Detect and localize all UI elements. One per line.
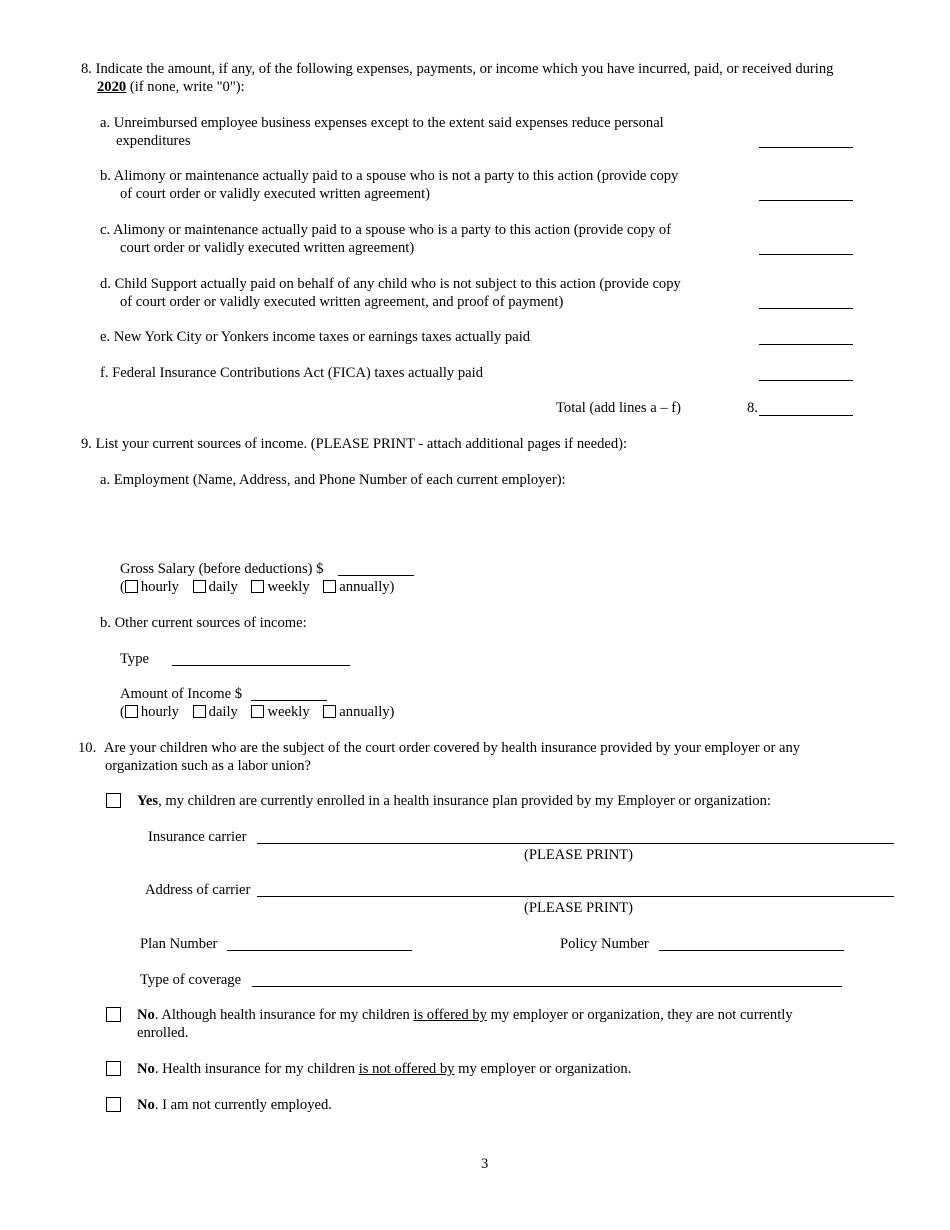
income-type-label: Type (120, 651, 149, 667)
q10-not-employed-checkbox[interactable] (106, 1097, 121, 1112)
q8-total-number: 8. (747, 400, 758, 416)
q9b-letter: b. (100, 615, 111, 631)
policy-number-field[interactable] (659, 950, 844, 951)
q8e-text: New York City or Yonkers income taxes or earnings taxes actually paid (113, 329, 531, 345)
weekly-label: weekly (267, 579, 310, 595)
q8c-line2: court order or validly executed written agreement) (120, 240, 415, 256)
q8c-text: Alimony or maintenance actually paid to a spouse who is a party to this action (provide copy of (112, 222, 672, 238)
income-daily-checkbox[interactable] (193, 705, 206, 718)
plan-number-label: Plan Number (140, 936, 218, 952)
salary-daily-checkbox[interactable] (193, 580, 206, 593)
yes-desc: , my children are currently enrolled in a health insurance plan provided by my Employer or organization: (158, 793, 771, 809)
page-number: 3 (481, 1156, 489, 1172)
q10-line2: organization such as a labor union? (105, 758, 312, 774)
insurance-carrier-label: Insurance carrier (148, 829, 247, 845)
q8-year: 2020 (97, 79, 127, 95)
q9a-letter: a. (100, 472, 111, 488)
no1-text-b: my employer or organization, they are not currently (486, 1007, 793, 1023)
q8-line2 (97, 78, 245, 96)
q8-line1 (81, 60, 833, 78)
q10-no-offered-line2: enrolled. (137, 1025, 189, 1041)
no-bold: No (137, 1007, 155, 1023)
q8-total-field[interactable] (759, 415, 853, 416)
q8f-letter: f. (100, 365, 109, 381)
amount-of-income-field[interactable] (251, 700, 327, 701)
no3-text: . I am not currently employed. (154, 1097, 332, 1113)
q8d-amount-field[interactable] (759, 308, 853, 309)
q10-no-not-offered-text (137, 1060, 631, 1078)
q8e-amount-field[interactable] (759, 344, 853, 345)
q9b-text: Other current sources of income: (114, 615, 307, 631)
daily-label: daily (208, 579, 238, 595)
q8c-line1 (100, 221, 671, 239)
insurance-carrier-field[interactable] (257, 843, 894, 844)
q8e-letter: e. (100, 329, 111, 345)
q10-number: 10. (78, 740, 97, 756)
income-annually-checkbox[interactable] (323, 705, 336, 718)
carrier-address-label: Address of carrier (145, 882, 251, 898)
q10-text: Are your children who are the subject of the court order covered by health insurance provided by your employer or any (103, 740, 801, 756)
q10-no-offered-line1 (137, 1006, 793, 1024)
daily-label: daily (208, 704, 238, 720)
address-please-print: (PLEASE PRINT) (524, 900, 634, 916)
q9a-text: Employment (Name, Address, and Phone Number of each current employer): (113, 472, 566, 488)
q8d-text: Child Support actually paid on behalf of any child who is not subject to this action (provide copy (114, 276, 681, 292)
salary-weekly-checkbox[interactable] (251, 580, 264, 593)
salary-annually-checkbox[interactable] (323, 580, 336, 593)
q9b-line (100, 614, 307, 632)
hourly-label: hourly (140, 579, 179, 595)
q8e-line1 (100, 328, 530, 346)
amount-of-income-label: Amount of Income $ (120, 686, 242, 702)
q8c-amount-field[interactable] (759, 254, 853, 255)
weekly-label: weekly (267, 704, 310, 720)
no2-text-b: my employer or organization. (454, 1061, 632, 1077)
q8-number: 8. (81, 61, 92, 77)
yes-bold: Yes (137, 793, 159, 809)
q8c-letter: c. (100, 222, 111, 238)
q10-not-employed-text (137, 1096, 332, 1114)
income-type-field[interactable] (172, 665, 350, 666)
q9-text: List your current sources of income. (PLEASE PRINT - attach additional pages if needed): (95, 436, 628, 452)
q8f-text: Federal Insurance Contributions Act (FICA) taxes actually paid (112, 365, 484, 381)
no2-underlined: is not offered by (358, 1061, 455, 1077)
q8a-amount-field[interactable] (759, 147, 853, 148)
q8-total-label: Total (add lines a – f) (556, 400, 682, 416)
plan-number-field[interactable] (227, 950, 412, 951)
q8a-letter: a. (100, 115, 111, 131)
no-bold: No (137, 1061, 155, 1077)
carrier-address-field[interactable] (257, 896, 894, 897)
no-bold: No (137, 1097, 155, 1113)
paren-open: ( (120, 704, 125, 720)
q8d-letter: d. (100, 276, 111, 292)
q10-line1 (78, 739, 800, 757)
annually-label: annually) (339, 704, 395, 720)
gross-salary-field[interactable] (338, 575, 414, 576)
q8-text-after: (if none, write "0"): (129, 79, 245, 95)
q9a-line (100, 471, 566, 489)
income-weekly-checkbox[interactable] (251, 705, 264, 718)
q8b-line1 (100, 167, 678, 185)
q10-yes-checkbox[interactable] (106, 793, 121, 808)
q8f-amount-field[interactable] (759, 380, 853, 381)
q8-text: Indicate the amount, if any, of the following expenses, payments, or income which you have incurred, paid, or received during (95, 61, 834, 77)
no1-underlined: is offered by (413, 1007, 487, 1023)
coverage-type-label: Type of coverage (140, 972, 242, 988)
q10-yes-text (137, 792, 771, 810)
income-frequency-options (120, 703, 394, 721)
q8d-line2: of court order or validly executed written agreement, and proof of payment) (120, 294, 564, 310)
salary-hourly-checkbox[interactable] (125, 580, 138, 593)
no2-text-a: . Health insurance for my children (154, 1061, 359, 1077)
q8b-line2: of court order or validly executed written agreement) (120, 186, 430, 202)
carrier-please-print: (PLEASE PRINT) (524, 847, 634, 863)
salary-frequency-options (120, 578, 394, 596)
gross-salary-label: Gross Salary (before deductions) $ (120, 561, 324, 577)
q8b-letter: b. (100, 168, 111, 184)
hourly-label: hourly (140, 704, 179, 720)
q9-number: 9. (81, 436, 92, 452)
coverage-type-field[interactable] (252, 986, 842, 987)
income-hourly-checkbox[interactable] (125, 705, 138, 718)
q8b-amount-field[interactable] (759, 200, 853, 201)
q9-line1 (81, 435, 627, 453)
q8b-text: Alimony or maintenance actually paid to a spouse who is not a party to this action (provide copy (113, 168, 679, 184)
annually-label: annually) (339, 579, 395, 595)
no1-text-a: . Although health insurance for my children (154, 1007, 414, 1023)
q8a-line1 (100, 114, 664, 132)
policy-number-label: Policy Number (560, 936, 649, 952)
paren-open: ( (120, 579, 125, 595)
q10-no-offered-checkbox[interactable] (106, 1007, 121, 1022)
q8d-line1 (100, 275, 681, 293)
q8a-text: Unreimbursed employee business expenses except to the extent said expenses reduce personal (113, 115, 664, 131)
q8a-line2: expenditures (116, 133, 191, 149)
q8f-line1 (100, 364, 483, 382)
q10-no-not-offered-checkbox[interactable] (106, 1061, 121, 1076)
